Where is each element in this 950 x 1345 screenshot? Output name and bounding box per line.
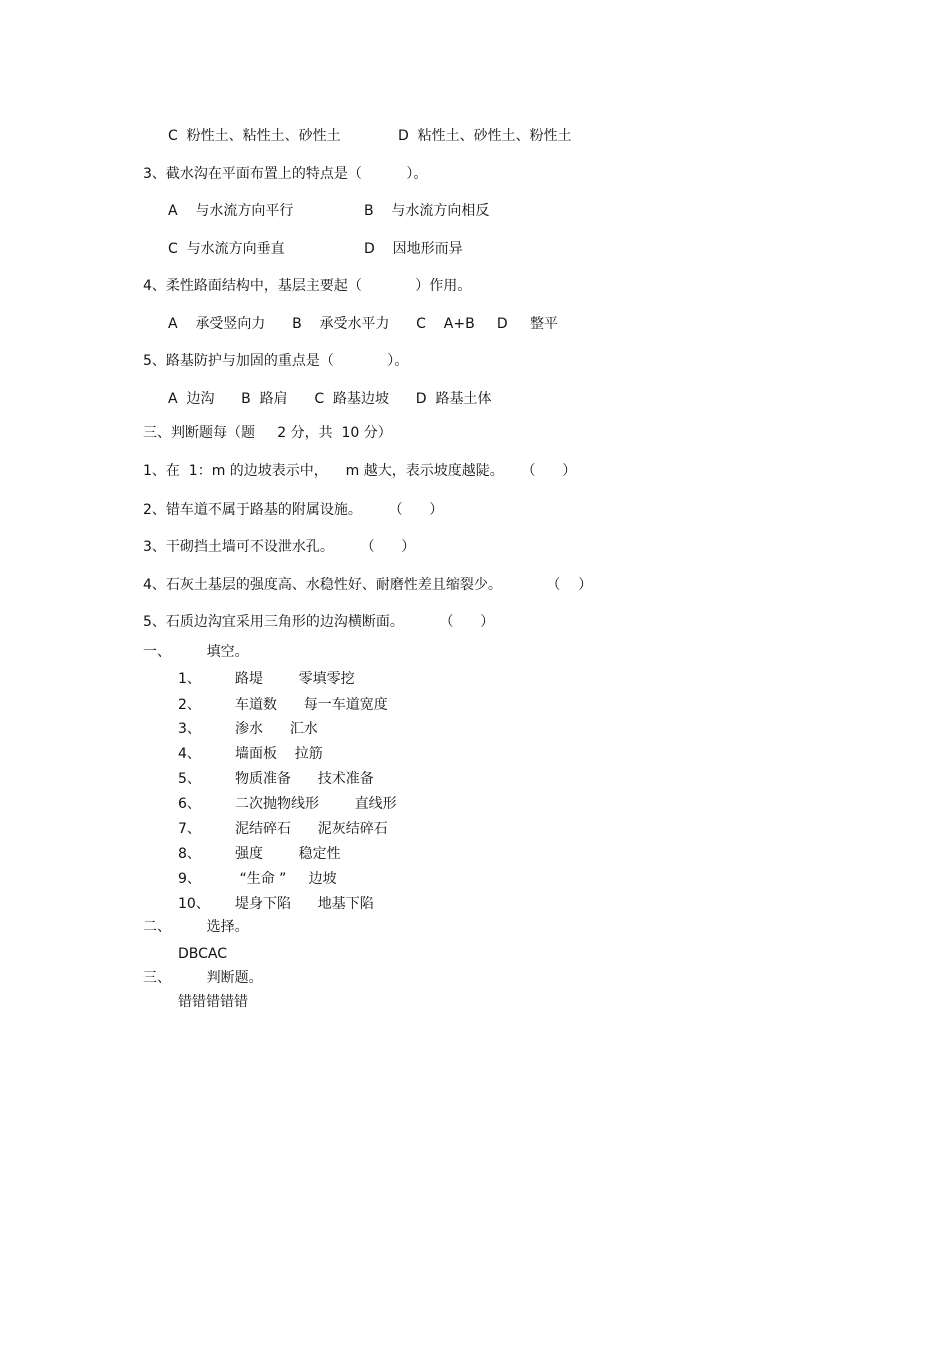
fill-answer-num: 8、 [178, 846, 201, 862]
answers-choice-value: DBCAC [178, 946, 228, 962]
fill-answer-text: 路堤 零填零挖 [235, 671, 355, 687]
q5-options: A 边沟 B 路肩 C 路基边坡 D 路基土体 [168, 391, 492, 407]
fill-answer-num: 9、 [178, 871, 201, 887]
fill-answer-num: 2、 [178, 697, 201, 713]
q3-option-a: A 与水流方向平行 [168, 203, 294, 219]
fill-answer-text: 二次抛物线形 直线形 [235, 796, 397, 812]
fill-answer-text: “生命 ” 边坡 [235, 871, 337, 887]
fill-answer-text: 墙面板 拉筋 [235, 746, 323, 762]
fill-answer-text: 泥结碎石 泥灰结碎石 [235, 821, 388, 837]
fill-answer-text: 渗水 汇水 [235, 721, 318, 737]
fill-answer-num: 7、 [178, 821, 201, 837]
q4-stem: 4、柔性路面结构中，基层主要起（ ）作用。 [143, 278, 472, 294]
q3-option-d: D 因地形而异 [364, 241, 463, 257]
fill-answer-text: 堤身下陷 地基下陷 [235, 896, 374, 912]
fill-answer-num: 3、 [178, 721, 201, 737]
fill-answer-num: 10、 [178, 896, 210, 912]
q4-options: A 承受竖向力 B 承受水平力 C A+B D 整平 [168, 316, 558, 332]
fill-answer-num: 6、 [178, 796, 201, 812]
fill-answer-num: 1、 [178, 671, 201, 687]
q3-stem: 3、截水沟在平面布置上的特点是（ ）。 [143, 166, 428, 182]
judge-item: 3、干砌挡土墙可不设泄水孔。 （ ） [143, 539, 416, 555]
fill-answer-num: 5、 [178, 771, 201, 787]
answers-judge-value: 错错错错错 [178, 994, 248, 1010]
q2-option-c: C 粉性土、粘性土、砂性土 [168, 128, 341, 144]
q3-option-c: C 与水流方向垂直 [168, 241, 285, 257]
answers-fill-heading: 一、 填空。 [143, 644, 249, 660]
q5-stem: 5、路基防护与加固的重点是（ ）。 [143, 353, 409, 369]
fill-answer-text: 物质准备 技术准备 [235, 771, 374, 787]
judge-item: 5、石质边沟宜采用三角形的边沟横断面。 （ ） [143, 614, 495, 630]
answers-choice-heading: 二、 选择。 [143, 919, 249, 935]
fill-answer-text: 强度 稳定性 [235, 846, 341, 862]
judge-item: 2、错车道不属于路基的附属设施。 （ ） [143, 502, 444, 518]
fill-answer-num: 4、 [178, 746, 201, 762]
q2-option-d: D 粘性土、砂性土、粉性土 [398, 128, 572, 144]
section3-title: 三、判断题每（题 2 分，共 10 分） [143, 425, 392, 441]
answers-judge-heading: 三、 判断题。 [143, 970, 263, 986]
q3-option-b: B 与水流方向相反 [364, 203, 490, 219]
judge-item: 1、在 1：m 的边坡表示中， m 越大，表示坡度越陡。 （ ） [143, 463, 577, 479]
judge-item: 4、石灰土基层的强度高、水稳性好、耐磨性差且缩裂少。 （ ） [143, 577, 593, 593]
fill-answer-text: 车道数 每一车道宽度 [235, 697, 388, 713]
